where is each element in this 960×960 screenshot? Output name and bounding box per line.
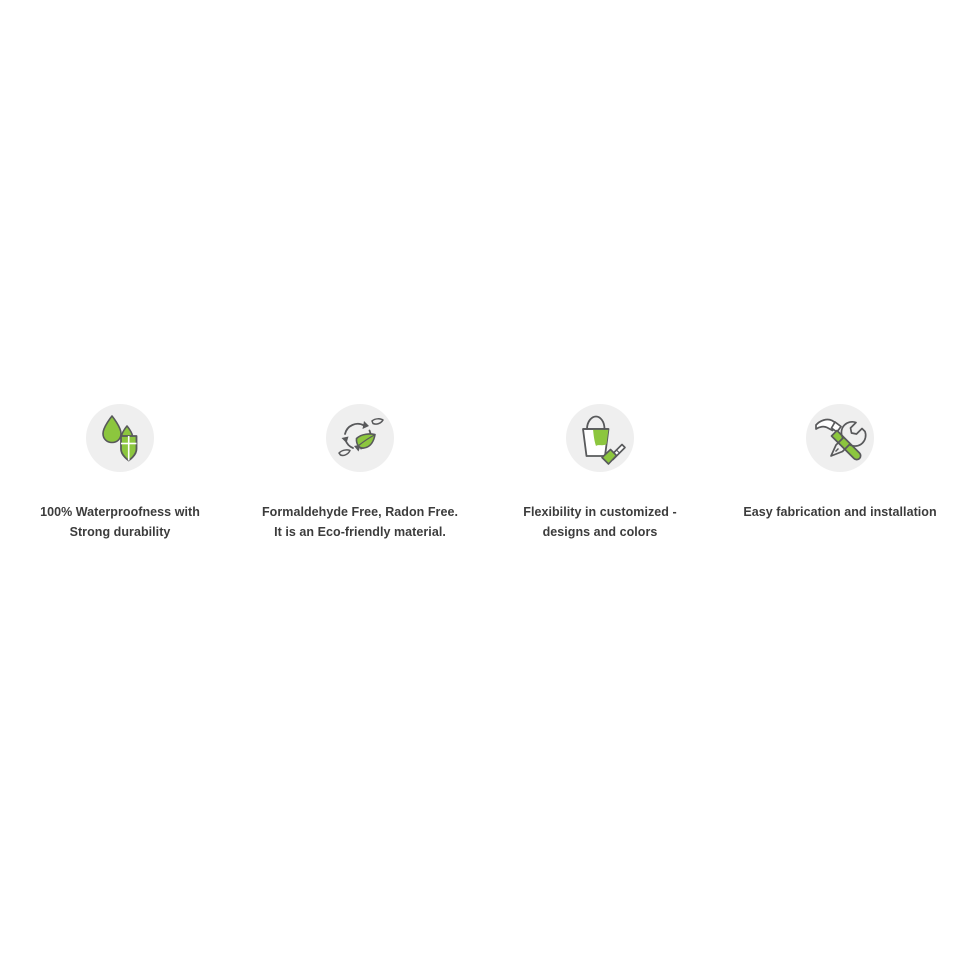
feature-item-waterproofness: [0, 404, 240, 542]
feature-caption: [485, 502, 715, 542]
feature-caption: [5, 502, 235, 542]
feature-item-flexibility: [480, 404, 720, 542]
paint-bucket-brush-icon: [566, 404, 634, 472]
feature-caption-line: 100% Waterproofness with: [40, 505, 200, 519]
feature-caption-line: Flexibility in customized -: [523, 505, 677, 519]
feature-strip: [0, 404, 960, 542]
feature-caption: [725, 502, 955, 522]
hammer-wrench-icon: [806, 404, 874, 472]
feature-caption-line: Easy fabrication and installation: [743, 505, 937, 519]
feature-item-easy-fabrication: [720, 404, 960, 522]
feature-caption-line: designs and colors: [542, 525, 658, 539]
feature-caption-line: Strong durability: [69, 525, 171, 539]
recycle-leaf-icon: [326, 404, 394, 472]
feature-item-eco-friendly: [240, 404, 480, 542]
feature-caption-line: It is an Eco-friendly material.: [274, 525, 446, 539]
water-droplet-shield-icon: [86, 404, 154, 472]
feature-caption: [245, 502, 475, 542]
feature-caption-line: Formaldehyde Free, Radon Free.: [262, 505, 458, 519]
